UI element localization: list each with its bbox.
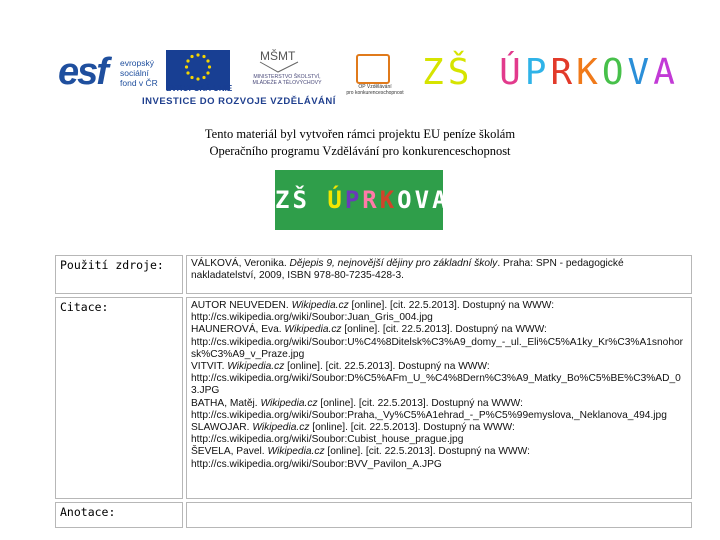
citation-url: http://cs.wikipedia.org/wiki/Soubor:BVV_Pavilon_A.JPG [191,458,442,470]
citation-item: AUTOR NEUVEDEN. Wikipedia.cz [online]. [cit. 22.5.2013]. Dostupný na WWW: http://cs.wikipedia.org/wiki/Soubor:Juan_Gris_004.jpg [191,300,687,324]
table-row-zdroje [55,255,692,294]
citation-url: http://cs.wikipedia.org/wiki/Soubor:Praha,_Vy%C5%A1ehrad_-_P%C5%99emyslova,_Neklanova_494.jpg [191,409,667,421]
citation-url: http://cs.wikipedia.org/wiki/Soubor:Cubist_house_prague.jpg [191,434,464,446]
box-logo-letter: Š [292,186,310,214]
box-logo-letter: K [379,186,398,214]
investice-slogan: INVESTICE DO ROZVOJE VZDĚLÁVÁNÍ [142,96,336,107]
box-logo-letter: Z [275,186,293,214]
school-logo [422,50,679,96]
intro-line-1: Tento materiál byl vytvořen rámci projektu EU peníze školám [204,127,516,141]
school-logo-letter: R [550,52,577,93]
school-logo-box [275,170,450,230]
school-logo-letter [473,52,499,93]
anotace-label: Anotace: [55,502,183,528]
esf-logo-caption: evropský sociální fond v ČR [120,58,158,88]
box-logo-letter: P [344,186,363,214]
box-logo-letter: V [414,186,433,214]
anotace-value [186,502,692,528]
citation-url: http://cs.wikipedia.org/wiki/Soubor:U%C4%8Ditelsk%C3%A9_domy_-_ul._Eli%C5%A1ky_Kr%C3%A1snohorsk%C3%A9_v_Praze.jpg [191,336,684,360]
msmt-logo [258,48,302,74]
table-row-citace [55,297,692,499]
msmt-mark-icon [258,48,302,74]
citation-url: http://cs.wikipedia.org/wiki/Soubor:D%C5%AFm_U_%C4%8Dern%C3%A9_Matky_Bo%C5%BE%C3%AD_03.JPG [191,373,681,397]
eu-caption: EVROPSKÁ UNIE [166,84,233,93]
box-logo-letter: R [362,186,380,214]
zdroje-label: Použití zdroje: [55,255,183,294]
svg-text:MŠMT: MŠMT [260,49,296,63]
esf-logo: esf [58,51,107,93]
zdroje-value: VÁLKOVÁ, Veronika. Dějepis 9, nejnovější dějiny pro základní školy. Praha: SPN - pedagogické nakladatelství, 2009, ISBN 978-80-7235-428-3. [186,255,692,294]
school-logo-letter: V [627,52,654,93]
op-logo-icon [356,54,390,84]
school-logo-letter: O [601,52,628,93]
source-table [52,252,695,531]
citation-item: SLAWOJAR. Wikipedia.cz [online]. [cit. 22.5.2013]. Dostupný na WWW: http://cs.wikipedia.org/wiki/Soubor:Cubist_house_prague.jpg [191,422,687,446]
school-logo-letter: P [524,52,551,93]
table-row-anotace [55,502,692,528]
box-logo-letter: A [432,186,450,214]
citation-url: http://cs.wikipedia.org/wiki/Soubor:Juan_Gris_004.jpg [191,312,433,324]
citation-item: HAUNEROVÁ, Eva. Wikipedia.cz [online]. [cit. 22.5.2013]. Dostupný na WWW: http://cs.wikipedia.org/wiki/Soubor:U%C4%8Ditelsk%C3%A9_domy_-_ul._Eli%C5%A1ky_Kr%C3%A1snohorsk%C3%A9_v_Praze.jpg [191,324,687,361]
school-logo-letter: Š [447,52,474,93]
box-logo-letter: O [397,186,415,214]
msmt-caption: MINISTERSTVO ŠKOLSTVÍ, MLÁDEŽE A TĚLOVÝCHOVY [252,74,322,86]
eu-stars-icon [166,50,230,84]
school-logo-letter: Ú [499,52,525,93]
school-logo-letter: K [576,52,602,93]
citation-item: BATHA, Matěj. Wikipedia.cz [online]. [cit. 22.5.2013]. Dostupný na WWW: http://cs.wikipedia.org/wiki/Soubor:Praha,_Vy%C5%A1ehrad_-_P%C5%99emyslova,_Neklanova_494.jpg [191,398,687,422]
citation-item: ŠEVELA, Pavel. Wikipedia.cz [online]. [cit. 22.5.2013]. Dostupný na WWW: http://cs.wikipedia.org/wiki/Soubor:BVV_Pavilon_A.JPG [191,446,687,470]
citation-item: VITVIT. Wikipedia.cz [online]. [cit. 22.5.2013]. Dostupný na WWW: http://cs.wikipedia.org/wiki/Soubor:D%C5%AFm_U_%C4%8Dern%C3%A9_Matky_Bo%C5%BE%C3%AD_03.JPG [191,361,687,398]
school-logo-box-text [275,170,450,230]
op-caption: OP Vzdělávání pro konkurenceschopnost [346,84,404,96]
citace-label: Citace: [55,297,183,499]
intro-line-2: Operačního programu Vzdělávání pro konkurenceschopnost [209,144,511,158]
box-logo-letter [310,186,327,214]
school-logo-letter: Z [422,52,448,93]
box-logo-letter: Ú [327,186,345,214]
school-logo-letter: A [653,52,679,93]
citace-value [186,297,692,499]
